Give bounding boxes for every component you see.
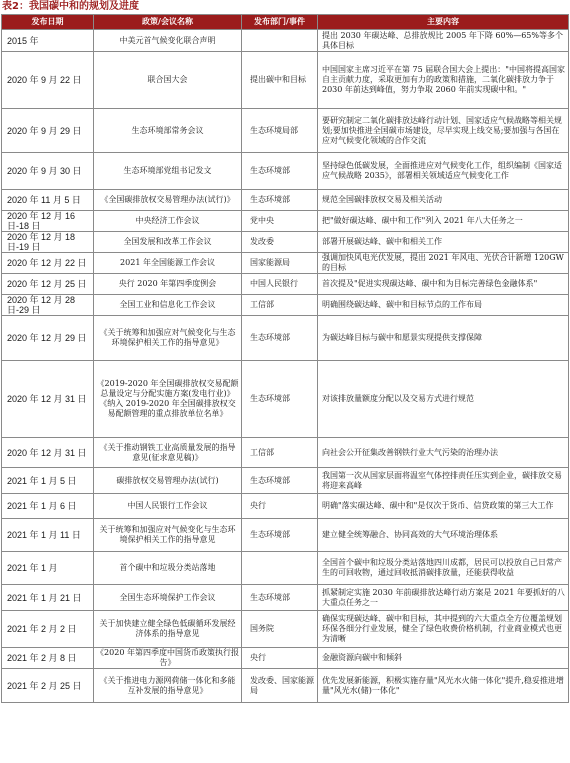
date-cell: 2021 年 1 月 11 日 [2,519,94,552]
dept-cell: 中国人民银行 [242,274,318,295]
date-cell: 2020 年 9 月 22 日 [2,52,94,109]
table-row [2,232,569,253]
date-cell: 2020 年 12 月 31 日 [2,438,94,468]
table-row [2,274,569,295]
policy-cell: 全国工业和信息化工作会议 [94,295,242,316]
policy-cell: 联合国大会 [94,52,242,109]
date-cell: 2020 年 12 月 29 日 [2,316,94,361]
content-cell: 抓紧制定实施 2030 年前碳排放达峰行动方案是 2021 年要抓好的八大重点任务之一 [318,585,569,611]
policy-cell: 关于加快建立健全绿色低碳循环发展经济体系的指导意见 [94,611,242,648]
policy-cell: 碳排放权交易管理办法(试行) [94,468,242,494]
policy-cell: 中美元首气候变化联合声明 [94,30,242,52]
dept-cell: 央行 [242,648,318,669]
table-row [2,648,569,669]
table-header-row [2,15,569,30]
header-dept: 发布部门/事件 [242,15,318,30]
dept-cell: 生态环境部 [242,519,318,552]
date-cell: 2020 年 12 月 16 日-18 日 [2,211,94,232]
dept-cell: 工信部 [242,438,318,468]
dept-cell: 央行 [242,494,318,519]
table-row [2,361,569,438]
content-cell: 对该排放量额度分配以及交易方式进行规范 [318,361,569,438]
content-cell: 为碳达峰目标与碳中和愿景实现提供支撑保障 [318,316,569,361]
content-cell: 首次提及"促进实现碳达峰、碳中和为目标完善绿色金融体系" [318,274,569,295]
content-cell: 明确围绕碳达峰、碳中和目标节点的工作布局 [318,295,569,316]
content-cell: 建立健全统筹融合、协同高效的大气环境治理体系 [318,519,569,552]
date-cell: 2021 年 2 月 2 日 [2,611,94,648]
date-cell: 2021 年 1 月 6 日 [2,494,94,519]
dept-cell: 工信部 [242,295,318,316]
content-cell: 提出 2030 年碳达峰、总排放规比 2005 年下降 60%—65%等多个具体目标 [318,30,569,52]
dept-cell [242,552,318,585]
table-row [2,494,569,519]
table-row [2,585,569,611]
table-row [2,211,569,232]
date-cell: 2020 年 12 月 25 日 [2,274,94,295]
content-cell: 明确"落实碳达峰、碳中和"是仅次于货币、信贷政策的第三大工作 [318,494,569,519]
content-cell: 强调加快风电光伏发展，提出 2021 年风电、光伏合计新增 120GW 的目标 [318,253,569,274]
content-cell: 坚持绿色低碳发展，全面推进应对气候变化工作，组织编制《国家适应气候战略 2035》，部署相关领域适应气候变化工作 [318,153,569,190]
date-cell: 2021 年 2 月 25 日 [2,669,94,703]
policy-cell: 关于统筹和加强应对气候变化与生态环境保护相关工作的指导意见 [94,519,242,552]
policy-table [1,14,569,703]
content-cell: 全国首个碳中和垃圾分类站落地四川成都，居民可以投放自己日常产生的可回收物，通过回收抵消碳排放量，还能获得收益 [318,552,569,585]
date-cell: 2020 年 12 月 31 日 [2,361,94,438]
date-cell: 2020 年 12 月 18 日-19 日 [2,232,94,253]
date-cell: 2020 年 9 月 30 日 [2,153,94,190]
content-cell: 中国国家主席习近平在第 75 届联合国大会上提出："中国将提高国家自主贡献力度，采取更加有力的政策和措施，二氧化碳排放力争于 2030 年前达到峰值，努力争取 2060 年前实现碳中和。" [318,52,569,109]
dept-cell: 党中央 [242,211,318,232]
table-row [2,468,569,494]
policy-cell: 《关于统筹和加强应对气候变化与生态环境保护相关工作的指导意见》 [94,316,242,361]
table-row [2,109,569,153]
dept-cell: 生态环境局部 [242,109,318,153]
content-cell: 我国第一次从国家层面将温室气体控排责任压实到企业，碳排放交易将迎来高峰 [318,468,569,494]
content-cell: 金融资源向碳中和倾斜 [318,648,569,669]
dept-cell: 生态环境部 [242,361,318,438]
table-row [2,52,569,109]
date-cell: 2020 年 12 月 28 日-29 日 [2,295,94,316]
table-row [2,611,569,648]
dept-cell: 生态环境部 [242,468,318,494]
dept-cell: 国务院 [242,611,318,648]
table-row [2,30,569,52]
date-cell: 2021 年 1 月 21 日 [2,585,94,611]
policy-cell: 《全国碳排放权交易管理办法(试行)》 [94,190,242,211]
policy-cell: 央行 2020 年第四季度例会 [94,274,242,295]
dept-cell [242,30,318,52]
dept-cell: 提出碳中和目标 [242,52,318,109]
date-cell: 2020 年 12 月 22 日 [2,253,94,274]
policy-cell: 生态环境部党组书记发文 [94,153,242,190]
content-cell: 优先发展新能源，积极实施存量"风光水火储一体化"提升,稳妥推进增量"风光水(储)一体化" [318,669,569,703]
dept-cell: 生态环境部 [242,316,318,361]
policy-cell: 《关于推动钢铁工业高质量发展的指导意见(征求意见稿)》 [94,438,242,468]
date-cell: 2021 年 1 月 [2,552,94,585]
dept-cell: 生态环境部 [242,153,318,190]
dept-cell: 发改委 [242,232,318,253]
header-content: 主要内容 [318,15,569,30]
policy-cell: 中央经济工作会议 [94,211,242,232]
content-cell: 向社会公开征集改善钢铁行业大气污染的治理办法 [318,438,569,468]
table-row [2,438,569,468]
table-row [2,316,569,361]
policy-cell: 全国生态环境保护工作会议 [94,585,242,611]
dept-cell: 国家能源局 [242,253,318,274]
table-row [2,669,569,703]
policy-cell: 《2019-2020 年全国碳排放权交易配额总量设定与分配实施方案(发电行业)》《纳入 2019-2020 年全国碳排放权交易配额管理的重点排放单位名单》 [94,361,242,438]
table-row [2,295,569,316]
content-cell: 部署开展碳达峰、碳中和相关工作 [318,232,569,253]
header-date: 发布日期 [2,15,94,30]
policy-cell: 《2020 年第四季度中国货币政策执行报告》 [94,648,242,669]
content-cell: 要研究制定二氧化碳排放达峰行动计划、国家适应气候战略等相关规划;要加快推进全国碳市场建设，尽早实现上线交易;要加强与各国在应对气候变化领域的合作交流 [318,109,569,153]
policy-cell: 《关于推进电力源网荷储一体化和多能互补发展的指导意见》 [94,669,242,703]
table-row [2,153,569,190]
header-policy: 政策/会议名称 [94,15,242,30]
table-row [2,519,569,552]
content-cell: 把"做好碳达峰、碳中和工作"列入 2021 年八大任务之一 [318,211,569,232]
date-cell: 2020 年 9 月 29 日 [2,109,94,153]
policy-cell: 首个碳中和垃圾分类站落地 [94,552,242,585]
policy-cell: 中国人民银行工作会议 [94,494,242,519]
date-cell: 2020 年 11 月 5 日 [2,190,94,211]
content-cell: 确保实现碳达峰、碳中和目标，其中提到的六大重点全方位覆盖规划环保各细分行业发展，健全了绿色收费价格机制，行业商业模式也更为清晰 [318,611,569,648]
table-row [2,552,569,585]
table-title: 表2：我国碳中和的规划及进度 [2,1,139,12]
dept-cell: 生态环境部 [242,190,318,211]
table-row [2,253,569,274]
policy-cell: 全国发展和改革工作会议 [94,232,242,253]
policy-cell: 2021 年全国能源工作会议 [94,253,242,274]
date-cell: 2021 年 1 月 5 日 [2,468,94,494]
policy-cell: 生态环境部常务会议 [94,109,242,153]
date-cell: 2021 年 2 月 8 日 [2,648,94,669]
table-row [2,190,569,211]
dept-cell: 生态环境部 [242,585,318,611]
dept-cell: 发改委、国家能源局 [242,669,318,703]
content-cell: 规范全国碳排放权交易及相关活动 [318,190,569,211]
date-cell: 2015 年 [2,30,94,52]
